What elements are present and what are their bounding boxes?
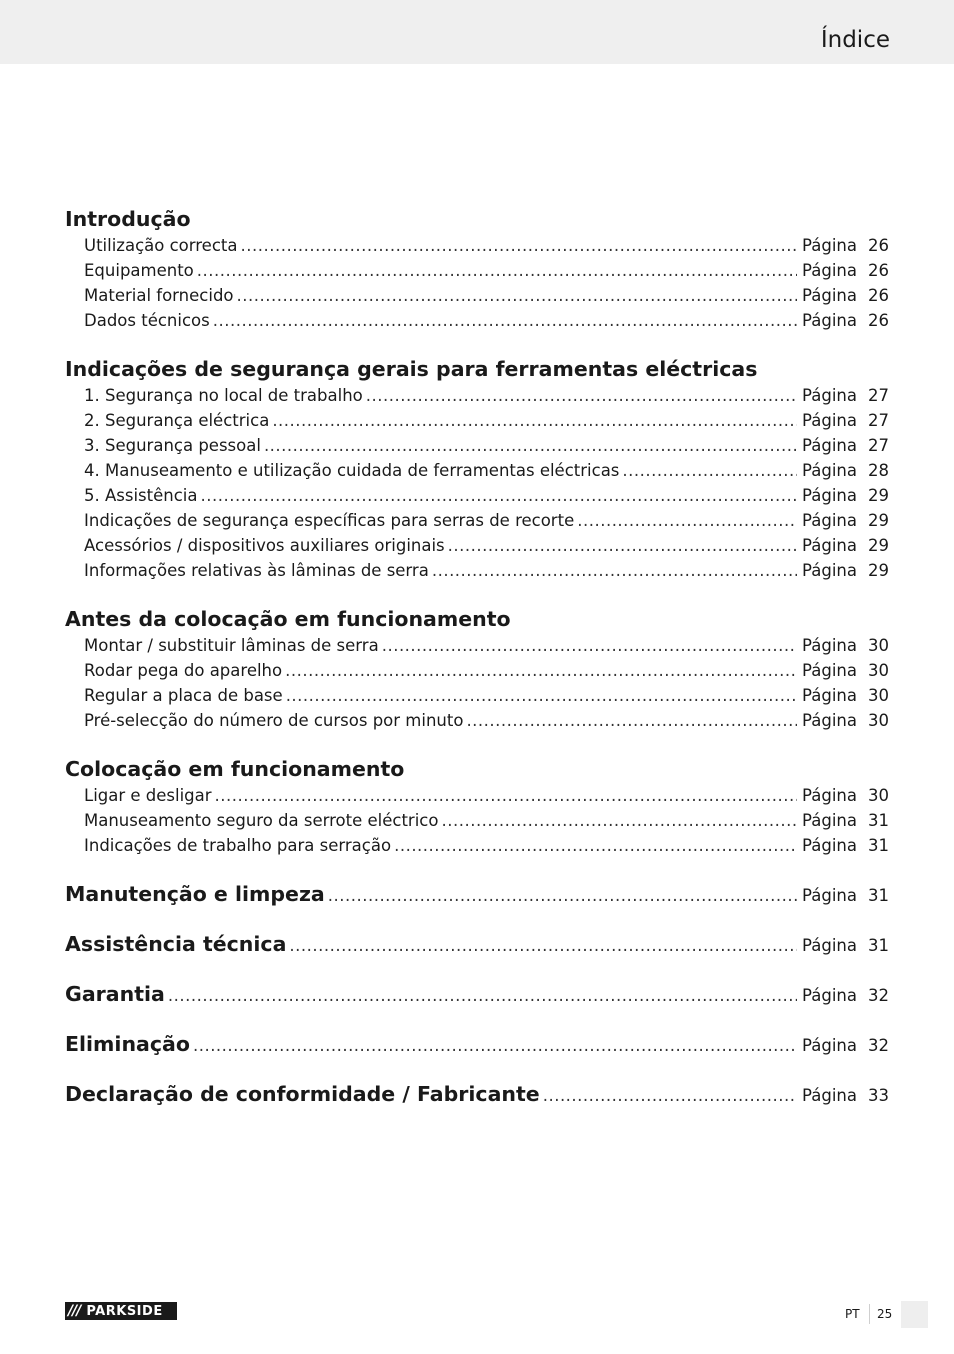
toc-entry-page: 30 — [868, 686, 889, 705]
toc-entry-page: 29 — [868, 511, 889, 530]
page-word: Página — [802, 461, 857, 480]
toc-entry[interactable] — [65, 483, 889, 508]
page-number: 25 — [877, 1307, 893, 1321]
toc-entry-label: Dados técnicos — [84, 311, 210, 330]
toc-solo-entry[interactable] — [65, 980, 889, 1008]
leader-dots — [272, 408, 797, 433]
toc-entry[interactable] — [65, 708, 889, 733]
leader-dots — [168, 982, 797, 1010]
toc-solo-title: Declaração de conformidade / Fabricante — [65, 1082, 540, 1106]
toc-entry-page: 26 — [868, 286, 889, 305]
footer-divider — [869, 1304, 870, 1324]
toc-entry[interactable] — [65, 458, 889, 483]
leader-dots — [441, 808, 797, 833]
toc-entry-page: 30 — [868, 661, 889, 680]
page-word: Página — [802, 286, 857, 305]
toc-entry[interactable] — [65, 808, 889, 833]
toc-entry-page: 27 — [868, 411, 889, 430]
page-word: Página — [802, 511, 857, 530]
toc-solo-page: 31 — [868, 936, 889, 955]
leader-dots — [382, 633, 797, 658]
toc-entry-page: 30 — [868, 636, 889, 655]
toc-entry[interactable] — [65, 383, 889, 408]
page-word: Página — [802, 436, 857, 455]
page-word: Página — [802, 236, 857, 255]
toc-entry-page: 28 — [868, 461, 889, 480]
leader-dots — [448, 533, 797, 558]
toc-entry-label: Material fornecido — [84, 286, 234, 305]
page-word: Página — [802, 411, 857, 430]
toc-section — [65, 355, 889, 583]
leader-dots — [622, 458, 797, 483]
logo-text: PARKSIDE — [86, 1303, 163, 1319]
toc-entry-label: Indicações de segurança específicas para serras de recorte — [84, 511, 575, 530]
toc-entry-page: 27 — [868, 386, 889, 405]
leader-dots — [366, 383, 797, 408]
toc-entry-page: 29 — [868, 561, 889, 580]
toc-solo-entry[interactable] — [65, 1030, 889, 1058]
toc-entry-page: 27 — [868, 436, 889, 455]
leader-dots — [201, 483, 798, 508]
toc-entry[interactable] — [65, 433, 889, 458]
page-word: Página — [802, 786, 857, 805]
page-word: Página — [802, 1086, 857, 1105]
toc-section-title: Indicações de segurança gerais para ferramentas eléctricas — [65, 357, 758, 381]
toc-solo-page: 32 — [868, 986, 889, 1005]
toc-entry-label: 1. Segurança no local de trabalho — [84, 386, 363, 405]
page-word: Página — [802, 661, 857, 680]
leader-dots — [240, 233, 797, 258]
toc-section-title: Antes da colocação em funcionamento — [65, 607, 511, 631]
leader-dots — [193, 1032, 797, 1060]
toc-section-title: Introdução — [65, 207, 191, 231]
toc-solo-title: Manutenção e limpeza — [65, 882, 325, 906]
toc-entry-label: 5. Assistência — [84, 486, 198, 505]
toc-entry-label: 3. Segurança pessoal — [84, 436, 261, 455]
leader-dots — [466, 708, 797, 733]
logo-slashes: /// — [68, 1303, 81, 1319]
page-word: Página — [802, 636, 857, 655]
page-word: Página — [802, 536, 857, 555]
leader-dots — [264, 433, 797, 458]
toc-entry[interactable] — [65, 533, 889, 558]
toc-solo-page: 31 — [868, 886, 889, 905]
toc-entry-page: 26 — [868, 236, 889, 255]
toc-entry-page: 26 — [868, 311, 889, 330]
page-word: Página — [802, 561, 857, 580]
parkside-logo — [65, 1302, 177, 1320]
toc-entry[interactable] — [65, 508, 889, 533]
toc-entry-page: 29 — [868, 486, 889, 505]
toc-entry[interactable] — [65, 683, 889, 708]
toc-entry-label: Indicações de trabalho para serração — [84, 836, 392, 855]
toc-solo-title: Garantia — [65, 982, 165, 1006]
toc-entry-label: Montar / substituir lâminas de serra — [84, 636, 379, 655]
toc-solo-page: 32 — [868, 1036, 889, 1055]
leader-dots — [215, 783, 798, 808]
footer-tab-marker — [901, 1301, 928, 1328]
page-word: Página — [802, 486, 857, 505]
toc-entry[interactable] — [65, 633, 889, 658]
page-word: Página — [802, 311, 857, 330]
toc-section — [65, 205, 889, 333]
page-word: Página — [802, 986, 857, 1005]
page-word: Página — [802, 811, 857, 830]
toc-entry-label: Regular a placa de base — [84, 686, 283, 705]
toc-section — [65, 605, 889, 733]
toc-section — [65, 755, 889, 858]
toc-entry-label: 2. Segurança eléctrica — [84, 411, 270, 430]
toc-entry[interactable] — [65, 833, 889, 858]
toc-entry-page: 31 — [868, 811, 889, 830]
toc-entry-label: Manuseamento seguro da serrote eléctrico — [84, 811, 439, 830]
toc-entry-page: 26 — [868, 261, 889, 280]
toc-solo-entry[interactable] — [65, 930, 889, 958]
toc-entry-label: Ligar e desligar — [84, 786, 212, 805]
page-word: Página — [802, 936, 857, 955]
page-word: Página — [802, 836, 857, 855]
language-code: PT — [845, 1307, 860, 1321]
toc-section-title: Colocação em funcionamento — [65, 757, 405, 781]
toc-entry-label: Informações relativas às lâminas de serra — [84, 561, 429, 580]
leader-dots — [432, 558, 797, 583]
page-word: Página — [802, 386, 857, 405]
toc-entry[interactable] — [65, 308, 889, 333]
toc-solo-entry[interactable] — [65, 880, 889, 908]
toc-entry-label: Rodar pega do aparelho — [84, 661, 283, 680]
toc-entry-page: 30 — [868, 711, 889, 730]
toc-entry-page: 29 — [868, 536, 889, 555]
page-title: Índice — [820, 27, 890, 53]
toc-entry[interactable] — [65, 658, 889, 683]
toc-solo-entry[interactable] — [65, 1080, 889, 1108]
page-word: Página — [802, 1036, 857, 1055]
leader-dots — [289, 932, 797, 960]
page-word: Página — [802, 711, 857, 730]
header-band — [0, 0, 954, 64]
leader-dots — [394, 833, 797, 858]
leader-dots — [285, 658, 797, 683]
leader-dots — [577, 508, 797, 533]
toc-entry-label: Utilização correcta — [84, 236, 238, 255]
leader-dots — [237, 283, 798, 308]
toc-entry[interactable] — [65, 233, 889, 258]
leader-dots — [286, 683, 797, 708]
toc-entry-label: 4. Manuseamento e utilização cuidada de ferramentas eléctricas — [84, 461, 620, 480]
toc-entry[interactable] — [65, 283, 889, 308]
toc-entry-page: 30 — [868, 786, 889, 805]
page-word: Página — [802, 886, 857, 905]
toc-entry-label: Pré-selecção do número de cursos por minuto — [84, 711, 464, 730]
toc-solo-title: Eliminação — [65, 1032, 190, 1056]
toc-entry-label: Acessórios / dispositivos auxiliares originais — [84, 536, 445, 555]
toc-solo-page: 33 — [868, 1086, 889, 1105]
leader-dots — [328, 882, 797, 910]
toc-entry-label: Equipamento — [84, 261, 194, 280]
leader-dots — [197, 258, 797, 283]
toc-entry[interactable] — [65, 783, 889, 808]
leader-dots — [543, 1082, 797, 1110]
leader-dots — [213, 308, 797, 333]
toc-entry[interactable] — [65, 408, 889, 433]
page-word: Página — [802, 261, 857, 280]
toc-solo-title: Assistência técnica — [65, 932, 287, 956]
toc-entry[interactable] — [65, 558, 889, 583]
toc-entry-page: 31 — [868, 836, 889, 855]
toc-entry[interactable] — [65, 258, 889, 283]
page-word: Página — [802, 686, 857, 705]
table-of-contents — [65, 205, 889, 1108]
